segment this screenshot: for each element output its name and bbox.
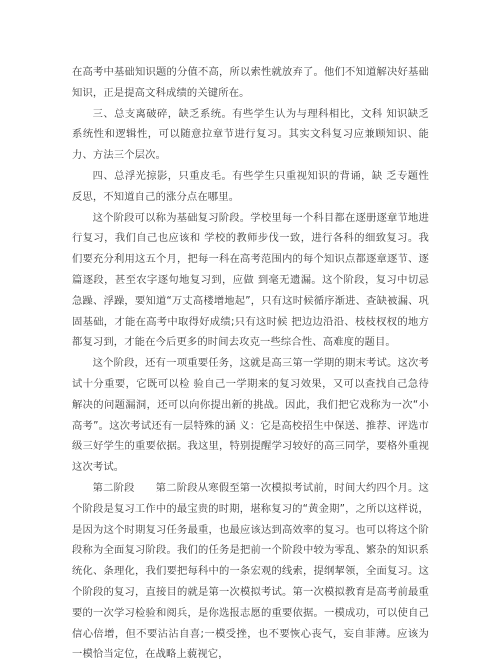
paragraph-point-three: 三、总支离破碎，缺乏系统。有些学生认为与理科相比，文科 知识缺乏系统性和逻辑性，可以随意拉章节进行复习。其实文科复习应兼顾知识、能力、方法三个层次。 bbox=[72, 107, 429, 162]
paragraph-basic-review-stage: 这个阶段可以称为基础复习阶段。学校里每一个科目都在逐册逐章节地进行复习，我们自己也应该和 学校的教师步伐一致，进行各科的细致复习。我们要充分利用这五个月，把每一科在高考范围内的每个知识点都逐章逐节、逐篇逐段，甚至农字逐句地复习到，应做 到毫无遗漏。这个阶段，复习中切忌急躁、浮躁，要知道“万丈高楼增地起”，只有这时候循序渐进、查缺被漏、巩固基础，才能在高考中取得好成绩;只有这时候 把边边沿沿、枝枝杈杈的地方都复习到，才能在今后更多的时间去攻克一些综合性、高难度的题目。 bbox=[72, 211, 429, 349]
paragraph-point-four: 四、总浮光掠影，只重皮毛。有些学生只重视知识的背诵，缺 乏专题性反思，不知道自己的涨分点在哪里。 bbox=[72, 169, 429, 203]
document-page bbox=[72, 62, 429, 665]
paragraph-second-stage: 第二阶段 第二阶段从寒假至第一次模拟考试前，时间大约四个月。这 个阶段是复习工作中的最宝贵的时期，堪称复习的“黄金期”，之所以这样说，是因为这个时期复习任务最重，也最应该达到高效率的复习。也可以将这个阶段称为全面复习阶段。我们的任务是把前一个阶段中较为零乱、繁杂的知识系统化、条理化，我们要把每科中的一条宏观的线索，提纲挈领，全面复习。这个阶段的复习，直接目的就是第一次模拟考试。第一次模拟教育是高考前最重要的一次学习检验和阅兵，是你选报志愿的重要依据。一模成功，可以使自己信心倍增，但不要沾沾自喜;一模受挫，也不要恢心丧气，妄自菲薄。应该为一模恰当定位，在战略上藐视它， bbox=[72, 481, 429, 661]
paragraph-final-exam: 这个阶段，还有一项重要任务，这就是高三第一学期的期末考试。这次考试十分重要，它既可以检 验自己一学期来的复习效果，又可以查找自己急待解决的问题漏洞，还可以向你提出新的挑战。因此，我们把它戏称为一次“小高考”。这次考试还有一层特殊的涵 义：它是高校招生中保送、推荐、评选市级三好学生的重要依据。我这里，特别提醒学习较好的高三同学，要格外重视这次考试。 bbox=[72, 357, 429, 474]
paragraph-continuation: 在高考中基础知识题的分值不高，所以索性就放弃了。他们不知道解决好基础知识，正是提高文科成绩的关键所在。 bbox=[72, 66, 429, 99]
